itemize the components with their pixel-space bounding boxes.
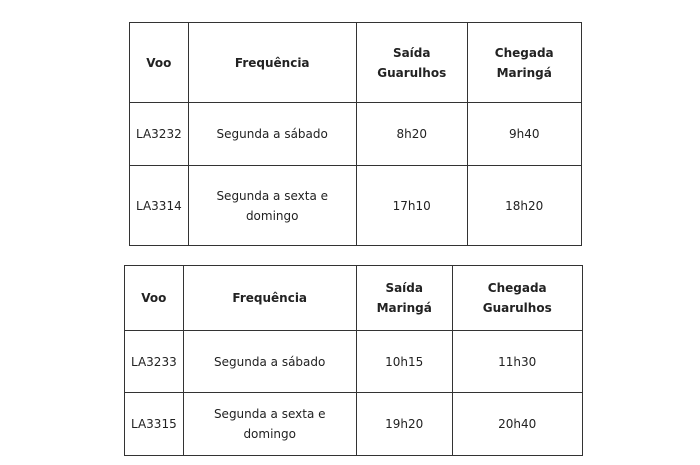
cell-frequency: Segunda a sábado	[183, 331, 356, 393]
cell-flight: LA3233	[125, 331, 184, 393]
cell-departure: 19h20	[356, 393, 452, 456]
cell-departure: 8h20	[356, 103, 467, 166]
cell-frequency: Segunda a sexta e domingo	[183, 393, 356, 456]
header-flight: Voo	[125, 266, 184, 331]
header-arrival: Chegada Guarulhos	[452, 266, 582, 331]
cell-flight: LA3232	[130, 103, 189, 166]
header-departure: Saída Guarulhos	[356, 23, 467, 103]
header-departure: Saída Maringá	[356, 266, 452, 331]
header-arrival: Chegada Maringá	[467, 23, 581, 103]
table-row	[125, 393, 583, 456]
header-frequency: Frequência	[188, 23, 356, 103]
cell-departure: 17h10	[356, 166, 467, 246]
cell-arrival: 9h40	[467, 103, 581, 166]
cell-arrival: 20h40	[452, 393, 582, 456]
cell-arrival: 18h20	[467, 166, 581, 246]
table-header-row	[130, 23, 582, 103]
cell-arrival: 11h30	[452, 331, 582, 393]
cell-flight: LA3315	[125, 393, 184, 456]
table-row	[125, 331, 583, 393]
cell-frequency: Segunda a sexta e domingo	[188, 166, 356, 246]
cell-flight: LA3314	[130, 166, 189, 246]
outbound-flights-table	[129, 22, 582, 246]
table-row	[130, 103, 582, 166]
return-flights-table	[124, 265, 583, 456]
table-row	[130, 166, 582, 246]
header-frequency: Frequência	[183, 266, 356, 331]
table-header-row	[125, 266, 583, 331]
cell-frequency: Segunda a sábado	[188, 103, 356, 166]
cell-departure: 10h15	[356, 331, 452, 393]
header-flight: Voo	[130, 23, 189, 103]
